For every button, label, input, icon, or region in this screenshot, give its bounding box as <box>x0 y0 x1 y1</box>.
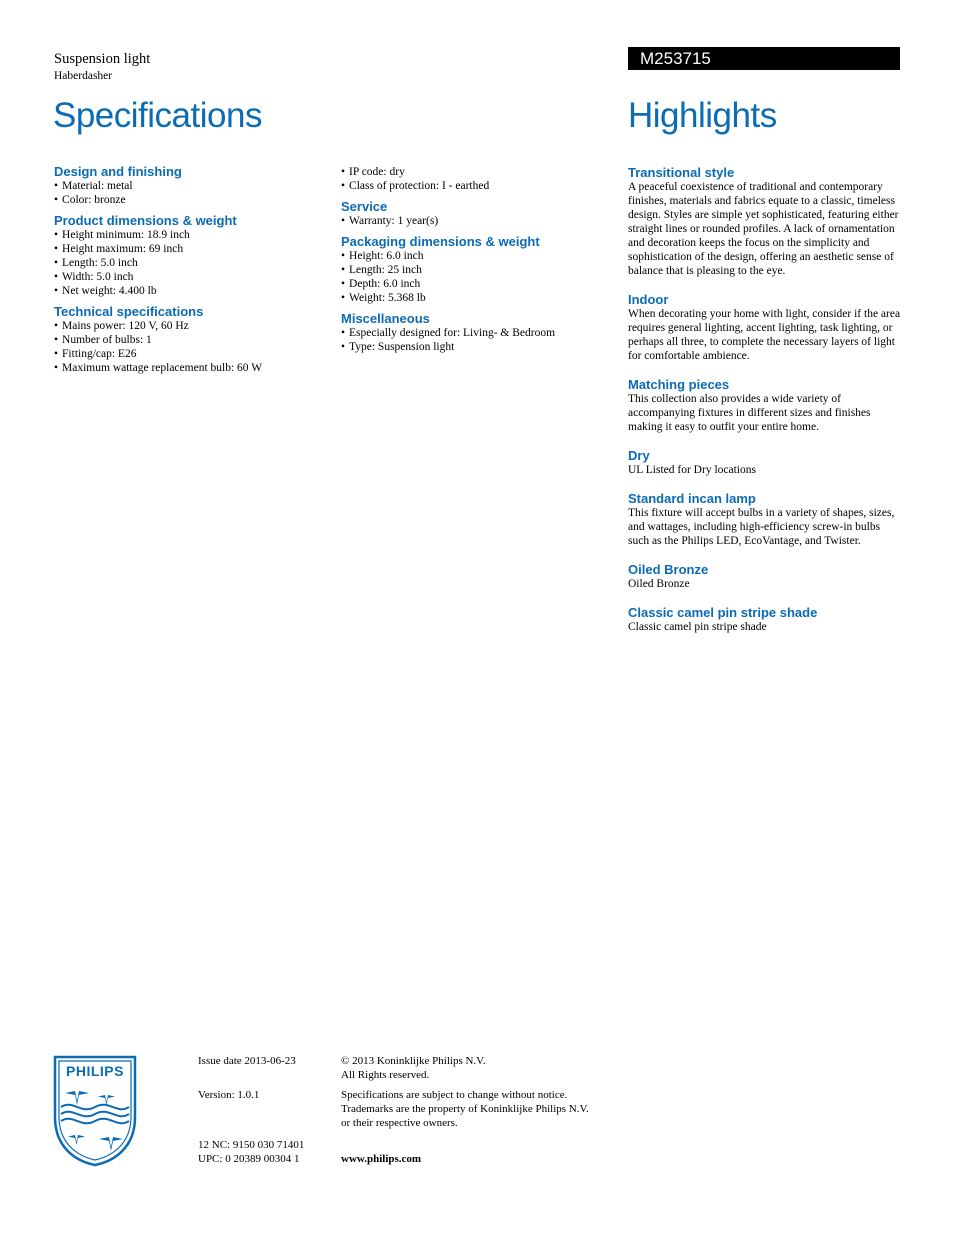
spec-section <box>54 164 324 207</box>
highlight-title: Standard incan lamp <box>628 491 756 506</box>
spec-item: • Weight: 5.368 lb <box>341 291 611 305</box>
highlight <box>628 491 903 548</box>
highlight-title: Dry <box>628 448 650 463</box>
highlight-body: When decorating your home with light, consider if the area requires general lighting, accent lighting, task lighting, or perhaps all three, to complete the necessary layers of light for comfortable ambience. <box>628 308 901 362</box>
copyright: © 2013 Koninklijke Philips N.V. <box>341 1055 486 1067</box>
highlight-body: This fixture will accept bulbs in a variety of shapes, sizes, and wattages, including high-efficiency screw-in bulbs such as the Philips LED, EcoVantage, and Twister. <box>628 507 895 547</box>
highlight <box>628 292 903 363</box>
highlight-body: UL Listed for Dry locations <box>628 464 756 476</box>
spec-section-title: Product dimensions & weight <box>54 213 237 228</box>
spec-item: • Height maximum: 69 inch <box>54 242 324 256</box>
spec-section <box>341 199 611 228</box>
specs-column-2 <box>341 165 611 360</box>
spec-item: • Especially designed for: Living- & Bedroom <box>341 326 611 340</box>
disclaimer-line: or their respective owners. <box>341 1117 458 1129</box>
spec-item: • Width: 5.0 inch <box>54 270 324 284</box>
spec-item: • Fitting/cap: E26 <box>54 347 324 361</box>
rights: All Rights reserved. <box>341 1069 430 1081</box>
spec-item: • Warranty: 1 year(s) <box>341 214 611 228</box>
spec-item: • IP code: dry <box>341 165 611 179</box>
spec-item: • Length: 5.0 inch <box>54 256 324 270</box>
philips-logo-text: PHILIPS <box>66 1063 124 1079</box>
spec-section <box>341 311 611 354</box>
highlights-title: Highlights <box>628 96 777 135</box>
nc-code: 12 NC: 9150 030 71401 <box>198 1139 305 1151</box>
highlights-column <box>628 165 903 648</box>
spec-section <box>54 304 324 375</box>
website-link[interactable]: www.philips.com <box>341 1153 422 1165</box>
spec-item: • Maximum wattage replacement bulb: 60 W <box>54 361 324 375</box>
spec-item: • Material: metal <box>54 179 324 193</box>
highlight-title: Matching pieces <box>628 377 730 392</box>
spec-item: • Mains power: 120 V, 60 Hz <box>54 319 324 333</box>
disclaimer-line: Specifications are subject to change without notice. <box>341 1089 568 1101</box>
spec-item: • Color: bronze <box>54 193 324 207</box>
spec-section-title: Technical specifications <box>54 304 204 319</box>
product-type: Suspension light <box>54 51 151 67</box>
spec-section <box>341 234 611 305</box>
model-number-bar: M253715 <box>628 47 900 70</box>
highlight-title: Transitional style <box>628 165 735 180</box>
spec-section <box>54 213 324 298</box>
specifications-title: Specifications <box>53 96 262 135</box>
spec-item: • Depth: 6.0 inch <box>341 277 611 291</box>
version: Version: 1.0.1 <box>198 1089 260 1101</box>
highlight-body: Classic camel pin stripe shade <box>628 621 767 633</box>
spec-item: • Type: Suspension light <box>341 340 611 354</box>
upc-code: UPC: 0 20389 00304 1 <box>198 1153 300 1165</box>
spec-section-title: Packaging dimensions & weight <box>341 234 540 249</box>
highlight-body: This collection also provides a wide variety of accompanying fixtures in different sizes and finishes making it easy to outfit your entire home. <box>628 393 871 433</box>
spec-section <box>341 165 611 193</box>
issue-date: Issue date 2013-06-23 <box>198 1055 296 1067</box>
spec-item: • Length: 25 inch <box>341 263 611 277</box>
philips-shield-logo <box>53 1055 137 1167</box>
spec-item: • Number of bulbs: 1 <box>54 333 324 347</box>
highlight-title: Classic camel pin stripe shade <box>628 605 818 620</box>
spec-section-title: Design and finishing <box>54 164 182 179</box>
spec-item: • Height minimum: 18.9 inch <box>54 228 324 242</box>
spec-item: • Height: 6.0 inch <box>341 249 611 263</box>
product-name: Haberdasher <box>54 70 113 82</box>
highlight <box>628 562 903 591</box>
spec-item: • Net weight: 4.400 lb <box>54 284 324 298</box>
highlight-title: Indoor <box>628 292 669 307</box>
spec-section-title: Service <box>341 199 388 214</box>
highlight <box>628 377 903 434</box>
highlight <box>628 165 903 278</box>
highlight-title: Oiled Bronze <box>628 562 709 577</box>
spec-section-title: Miscellaneous <box>341 311 430 326</box>
highlight-body: Oiled Bronze <box>628 578 690 590</box>
highlight-body: A peaceful coexistence of traditional and contemporary finishes, materials and fabrics equate to a classic, timeless design. Styles are simple yet sophisticated, featuring either straight lines or rounded profiles. A lack of ornamentation and decoration keeps the focus on the simplicity and sophistication of the design, offering an aesthetic sense of balance that is pleasing to the eye. <box>628 181 899 277</box>
highlight <box>628 448 903 477</box>
disclaimer-line: Trademarks are the property of Koninklijke Philips N.V. <box>341 1103 589 1115</box>
highlight <box>628 605 903 634</box>
spec-item: • Class of protection: I - earthed <box>341 179 611 193</box>
specs-column-1 <box>54 164 324 381</box>
